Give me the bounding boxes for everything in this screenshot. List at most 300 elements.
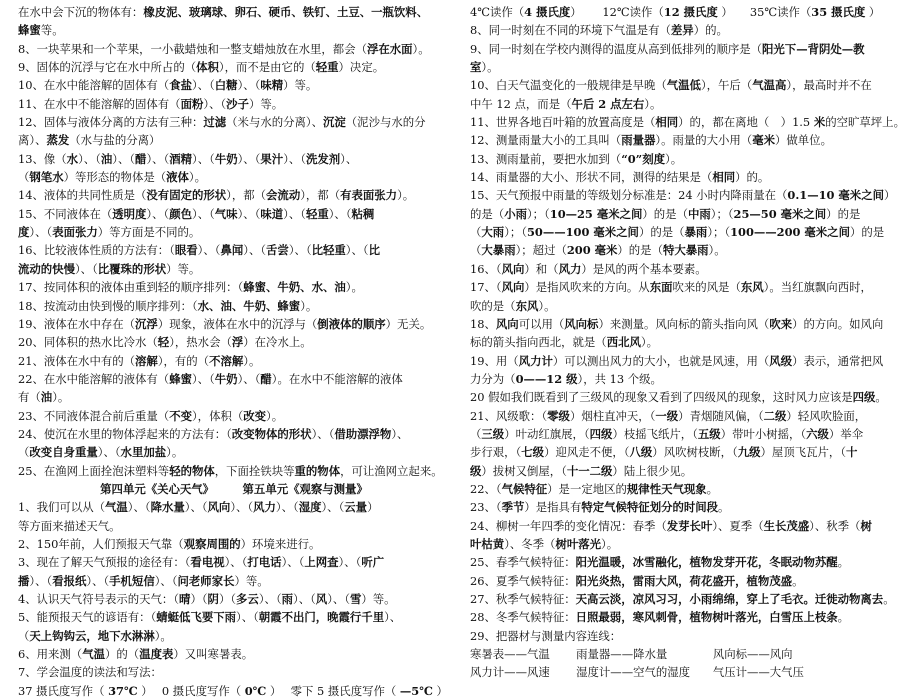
question-text: （泥沙与水的分 [345,115,426,130]
right-line [470,260,908,278]
answer-text: 流动的快慢 [18,261,75,276]
question-text: ）。在水中不能溶解的液体 [271,371,403,386]
question-text: 吹来的风是（ [672,280,741,295]
answer-text: 轻的物体 [169,463,215,478]
question-text: ）、（ [258,592,282,606]
question-text: ）的方向。如风向 [792,316,884,331]
answer-text: 食盐 [169,78,192,93]
question-text: 26、夏季气候特征： [470,573,576,588]
answer-text: 气候特征 [501,481,548,496]
answer-text: 沉浮 [135,316,158,331]
left-line [18,535,450,553]
question-text: 15、天气预报中雨量的等级划分标准是：24 小时内降雨量在（ [470,188,788,203]
question-text: 8、同一时刻在不同的环境下气温是有（ [470,23,671,38]
question-text: 2、150年前，人们预报天气靠（ [18,536,184,551]
answer-text: 暴雨 [684,225,708,240]
answer-text: 鼻闻 [220,243,244,258]
pairing-row: 风力计——风速 湿度计——空气的湿度 气压计——大气压 [470,665,804,680]
left-line [18,443,450,461]
question-text: ）、（ [224,555,248,570]
left-line [18,498,450,516]
question-text: 4、认识天气符号表示的天气：（ [18,592,180,606]
question-text: ）。雨量的大小用（ [655,133,753,148]
answer-text: 相同 [655,115,679,130]
question-text: ）做单位。 [775,133,832,148]
answer-text: 晴 [179,592,191,606]
question-text: ）等。 [234,573,269,588]
question-text: 6、用来测（ [18,647,83,662]
answer-text: 溶解 [135,353,158,368]
answer-text: 过滤 [203,115,227,130]
answer-text: 200 毫米 [566,243,618,258]
answer-text: 差异 [670,23,694,38]
question-text: ）。当红旗飘向西时， [763,280,872,295]
answer-text: 10—25 毫米之间 [549,206,643,221]
answer-text: 重的物体 [294,463,341,478]
right-line [470,553,908,571]
answer-text: 风力计 [518,353,553,368]
question-text: ）、（ [203,96,227,111]
answer-text: 风力 [253,500,276,515]
right-line [470,407,908,425]
left-line [18,186,450,204]
question-text: 24、使沉在水里的物体浮起来的方法有：（ [18,426,232,441]
answer-text: 阴 [207,592,219,606]
right-line [470,186,908,204]
question-text: ）。 [481,60,499,75]
question-text: 17、按同体积的液体由重到轻的顺序排列：（ [18,280,244,295]
answer-text: 粘稠 [351,206,375,221]
answer-text: 面粉 [180,96,204,111]
answer-text: 西北风 [606,335,641,350]
answer-text: 醋 [260,371,272,386]
answer-text: 看电视 [190,555,225,570]
question-text: 离）、 [18,133,47,148]
question-text: ）可以测出风力的大小，也就是风速，用（ [552,353,770,368]
answer-text: 一级 [655,408,679,423]
right-line [470,352,908,370]
answer-text: 日照最弱，寒风刺骨，植物树叶落光，白雪压上枝条 [575,610,838,625]
question-text: 等。 [40,23,64,38]
left-line [18,131,450,149]
answer-text: 规律性天气现象 [626,481,707,496]
question-text: ）和（ [524,261,559,276]
question-text: ）、（ [243,243,267,258]
question-text: ）的，都在离地（ ）1.5 [678,115,814,130]
answer-text: 37℃ [108,683,138,698]
answer-text: 室 [470,60,482,75]
right-line [470,315,908,333]
answer-text: 轻重 [315,60,339,75]
answer-text: —5℃ [399,683,433,698]
question-text: 7、学会温度的读法和写法： [18,665,162,680]
question-text: ）是风的两个基本要素。 [581,261,707,276]
question-text: 27、秋季气候特征： [470,592,576,606]
question-text: ）；（ [710,206,734,221]
question-text: ）、（ [237,371,261,386]
answer-text: 七级 [521,445,545,460]
answer-text: 4 摄氏度 [524,5,571,19]
answer-text: 油 [40,390,53,405]
question-text: 。 [837,555,850,570]
answer-text: 度 [18,225,30,240]
question-text: ）、（ [29,225,53,240]
answer-text: 风向 [501,280,525,295]
question-text: ）等。 [283,78,318,93]
answer-text: 没有固定的形状 [146,188,227,203]
question-text: 吹的是（ [470,298,516,313]
answer-text: 季节 [501,500,525,515]
question-text: （ [18,628,30,643]
answer-text: 0℃ [244,683,267,698]
question-text: ） [865,5,881,19]
answer-text: 吹来 [769,316,793,331]
question-text: 等方面来描述天气。 [18,518,121,533]
question-text: ）、（ [112,151,136,166]
left-line [18,76,450,94]
question-text: ）决定。 [338,60,385,75]
question-text: 20、同体积的热水比冷水（ [18,335,158,350]
answer-text: 雨 [281,592,294,606]
question-text: ）、（ [288,243,312,258]
question-text: ）迎风走不便，（ [544,445,630,460]
question-text: ） 35℃读作（ [717,5,812,19]
right-line [470,297,908,315]
question-text: ），午后（ [700,78,753,93]
answer-text: 树叶落光 [555,536,602,551]
answer-text: “0”刻度 [621,151,665,166]
question-text: ）。 [52,390,70,405]
question-text: ），最高时并不在 [786,78,872,93]
answer-text: 打电话 [247,555,282,570]
answer-text: 50——100 毫米之间 [526,225,639,240]
question-text: 的空旷草坪上。 [825,115,905,130]
question-text: ）叶动红旗展，（ [504,426,590,441]
question-text: 18、 [470,316,496,331]
question-text: 15、不同液体在（ [18,206,113,221]
question-text: ）、（ [146,206,170,221]
question-text: ）、（ [29,573,53,588]
question-text: 18、按流动由快到慢的顺序排列：（ [18,298,198,313]
left-line [18,352,450,370]
answer-text: 温度表 [139,647,174,662]
right-line [470,480,908,498]
answer-text: 风向 [501,261,525,276]
question-text: 10、白天气温变化的一般规律是早晚（ [470,78,667,93]
question-text: ）。 [640,335,658,350]
answer-text: 舌尝 [266,243,289,258]
question-text: 22、（ [470,481,502,496]
section-heading: 第四单元《关心天气》 第五单元《观察与测量》 [100,481,368,496]
question-text: ），都（ [300,188,341,203]
answer-text: 体积 [196,60,219,75]
answer-text: 三级 [481,426,505,441]
question-text: 11、世界各地百叶箱的放置高度是（ [470,115,656,130]
question-text: ）枝摇飞纸片，（ [612,426,698,441]
answer-text: 水里加盐 [120,445,167,460]
question-text: ）的（ [105,647,140,662]
answer-text: 观察周围的 [183,536,241,551]
right-line [470,627,908,645]
answer-text: 零级 [547,408,570,423]
question-text: ）、（ [191,371,215,386]
answer-text: 降水量 [150,500,185,515]
question-text: （米与水的分离）、 [226,115,323,130]
question-text: 4℃读作（ [470,5,525,19]
question-text: ）、（ [283,206,306,221]
question-text: 14、雨量器的大小、形状不同，测得的结果是（ [470,170,713,185]
question-text: ）；（ [707,225,731,240]
answer-text: 钢笔水 [29,170,64,185]
answer-text: 不变 [169,408,192,423]
answer-text: 东风 [515,298,539,313]
answer-text: 风向 [207,500,231,515]
question-text: ）。 [154,628,172,643]
question-text: ）。 [601,536,619,551]
question-text: 步行艰，（ [470,445,522,460]
answer-text: 大暴雨 [481,243,516,258]
answer-text: 改变 [243,408,267,423]
answer-text: 12 摄氏度 [663,5,718,19]
question-text: 8、一块苹果和一个苹果，一小截蜡烛和一整支蜡烛放在水里，都会（ [18,41,367,56]
answer-text: 天上钩钩云，地下水淋淋 [29,628,155,643]
question-text: 20 假如我们既看到了三级风的现象又看到了四级风的现象，这时风力应该是 [470,390,853,405]
answer-text: 透明度 [112,206,147,221]
right-line [470,113,908,131]
question-text: ）、 [391,426,409,441]
question-text: 24、柳树一年四季的变化情况：春季（ [470,518,667,533]
answer-text: 发芽长叶 [666,518,713,533]
question-text: ）等。 [166,261,201,276]
answer-text: 天高云淡，凉风习习，小雨绵绵，穿上了毛衣。迁徙动物离去 [575,592,884,606]
answer-text: 洗发剂 [305,151,341,166]
answer-text: 相同 [712,170,736,185]
left-line [18,150,450,168]
right-line [470,3,908,21]
right-line [470,333,908,351]
right-line [470,462,908,480]
question-text: ）等。 [248,96,284,111]
question-text: ）、（ [237,151,261,166]
left-line [18,3,450,21]
answer-text: 东面 [649,280,673,295]
answer-text: 风级 [769,353,793,368]
right-line [470,76,908,94]
right-line [470,645,908,663]
answer-text: 酒精 [169,151,193,166]
left-line [18,462,450,480]
question-text: ）、（ [230,500,254,515]
left-line [18,168,450,186]
question-text: ） 0 摄氏度写作（ [137,683,245,698]
question-text: ）等。 [361,592,396,606]
answer-text: 四级 [589,426,613,441]
answer-text: 水 [66,151,79,166]
question-text: 3、现在了解天气预报的途径有：（ [18,555,191,570]
question-text: ）举伞 [828,426,864,441]
question-text: ）；（ [504,225,527,240]
pairing-row: 寒暑表——气温 雨量器——降水量 风向标——风向 [470,647,793,662]
question-text: 17、（ [470,280,502,295]
question-text: 的是（ [470,206,505,221]
question-text: ）、（ [74,261,98,276]
question-text: ）、（ [86,573,110,588]
question-text: ）、（ [237,78,261,93]
right-line [470,21,908,39]
question-text: ）。 [644,96,662,111]
answer-text: 小雨 [504,206,527,221]
left-line [18,517,450,535]
question-text: ）、（ [338,555,362,570]
question-text: 12、测量雨量大小的工具叫（ [470,133,622,148]
question-text: 中午 12 点，而是（ [470,96,572,111]
left-line [18,663,450,681]
question-text: ），体积（ [191,408,244,423]
answer-text: 中雨 [687,206,711,221]
question-text: ）、（ [146,151,170,166]
question-text: ）（ [190,592,208,606]
question-text: （ [18,445,30,460]
answer-text: 比轻重 [311,243,346,258]
left-line [18,223,450,241]
question-text: ）。 [266,408,284,423]
left-line [18,297,450,315]
question-text: 9、同一时刻在学校内测得的温度从高到低排列的顺序是（ [470,41,763,56]
right-line [470,40,908,58]
question-text: ）、冬季（ [504,536,556,551]
left-line [18,241,450,259]
question-text: 标的箭头指向西北，就是（ [470,335,607,350]
question-text: ）的是（ [617,243,663,258]
answer-text: 阳光下—背阴处—教 [762,41,865,56]
question-text: ）是指具有 [524,500,582,515]
answer-text: 多云 [236,592,259,606]
right-line [470,590,908,608]
answer-text: 有表面张力 [340,188,398,203]
question-text: 29、把器材与测量内容连线： [470,628,622,643]
right-column [470,3,908,682]
question-text: ）。 [243,353,261,368]
answer-text: 午后 2 点左右 [571,96,645,111]
question-text: 23、（ [470,500,502,515]
answer-text: 蜂蜜 [18,23,41,38]
answer-text: 大雨 [481,225,505,240]
question-text: 22、在水中能溶解的液体有（ [18,371,170,386]
answer-text: 25—50 毫米之间 [733,206,827,221]
left-line [18,370,450,388]
question-text: ）青烟随风偏，（ [678,408,764,423]
answer-text: 颜色 [169,206,192,221]
question-text: ）烟柱直冲天，（ [569,408,656,423]
question-text: ）。 [708,243,726,258]
question-text: ）、（ [197,243,221,258]
answer-text: 米 [813,115,826,130]
answer-text: 蜂蜜 [169,371,192,386]
question-text: ）的是 [849,225,885,240]
question-text: （ [470,426,482,441]
question-text: ）。 [397,188,415,203]
question-text: 16、比较液体性质的方法有：（ [18,243,175,258]
right-line [470,572,908,590]
answer-text: 比覆珠的形状 [97,261,167,276]
right-line [470,663,908,681]
question-text: 19、用（ [470,353,519,368]
answer-text: 风向标 [564,316,599,331]
question-text: ）现象，液体在水中的沉浮与（ [157,316,318,331]
left-line [18,608,450,626]
question-text: 14、液体的共同性质是（ [18,188,147,203]
answer-text: 轻 [157,335,170,350]
question-text: ）的是（ [638,225,685,240]
answer-text: 六级 [806,426,829,441]
question-text: ）等方面是不同的。 [97,225,201,240]
answer-text: 听广 [361,555,385,570]
answer-text: 不溶解 [209,353,244,368]
answer-text: 35 摄氏度 [811,5,866,19]
answer-text: 牛奶 [214,151,238,166]
left-line [18,40,450,58]
question-text: ，下面拴铁块等 [214,463,295,478]
question-text: 28、冬季气候特征： [470,610,576,625]
question-text: 16、（ [470,261,502,276]
question-text: ） [367,500,379,515]
answer-text: 沙子 [226,96,249,111]
question-text: 13、像（ [18,151,67,166]
answer-text: 0——12 级 [515,371,578,386]
answer-text: 特大暴雨 [662,243,709,258]
question-text: 25、春季气候特征： [470,555,576,570]
question-text: ）。 [345,280,363,295]
answer-text: 蜻蜓低飞要下雨 [156,610,236,625]
answer-text: 比 [368,243,380,258]
right-line [470,131,908,149]
answer-text: 味道 [260,206,284,221]
question-text: 。 [718,500,730,515]
question-text: 5、能预报天气的谚语有：（ [18,610,157,625]
left-line [18,95,450,113]
answer-text: 湿度 [298,500,322,515]
question-text: （水与盐的分离） [69,133,161,148]
left-line [18,205,450,223]
right-line [470,370,908,388]
answer-text: 0.1—10 毫米之间 [787,188,884,203]
left-line [18,645,450,663]
left-line [18,113,450,131]
right-line [470,498,908,516]
question-text: 25、在渔网上面拴泡沫塑料等 [18,463,170,478]
question-text: ）来测量。风向标的箭头指向风（ [598,316,770,331]
left-line [18,572,450,590]
answer-text: 蒸发 [46,133,70,148]
answer-text: 100——200 毫米之间 [730,225,850,240]
question-text: ） 12℃读作（ [570,5,664,19]
question-text: ） 零下 5 摄氏度写作（ [266,683,400,698]
question-text: ），有的（ [157,353,210,368]
left-line [18,590,450,608]
answer-text: 看报纸 [52,573,87,588]
right-line [470,608,908,626]
question-text: ）的。 [693,23,728,38]
right-line [470,278,908,296]
right-line [470,388,908,406]
right-line [470,443,908,461]
right-line [470,58,908,76]
question-text: ）屋顶飞瓦片，（ [760,445,846,460]
answer-text: 油 [100,151,113,166]
answer-text: 白糖 [214,78,238,93]
answer-text: 五级 [697,426,721,441]
answer-text: 气温低 [666,78,701,93]
